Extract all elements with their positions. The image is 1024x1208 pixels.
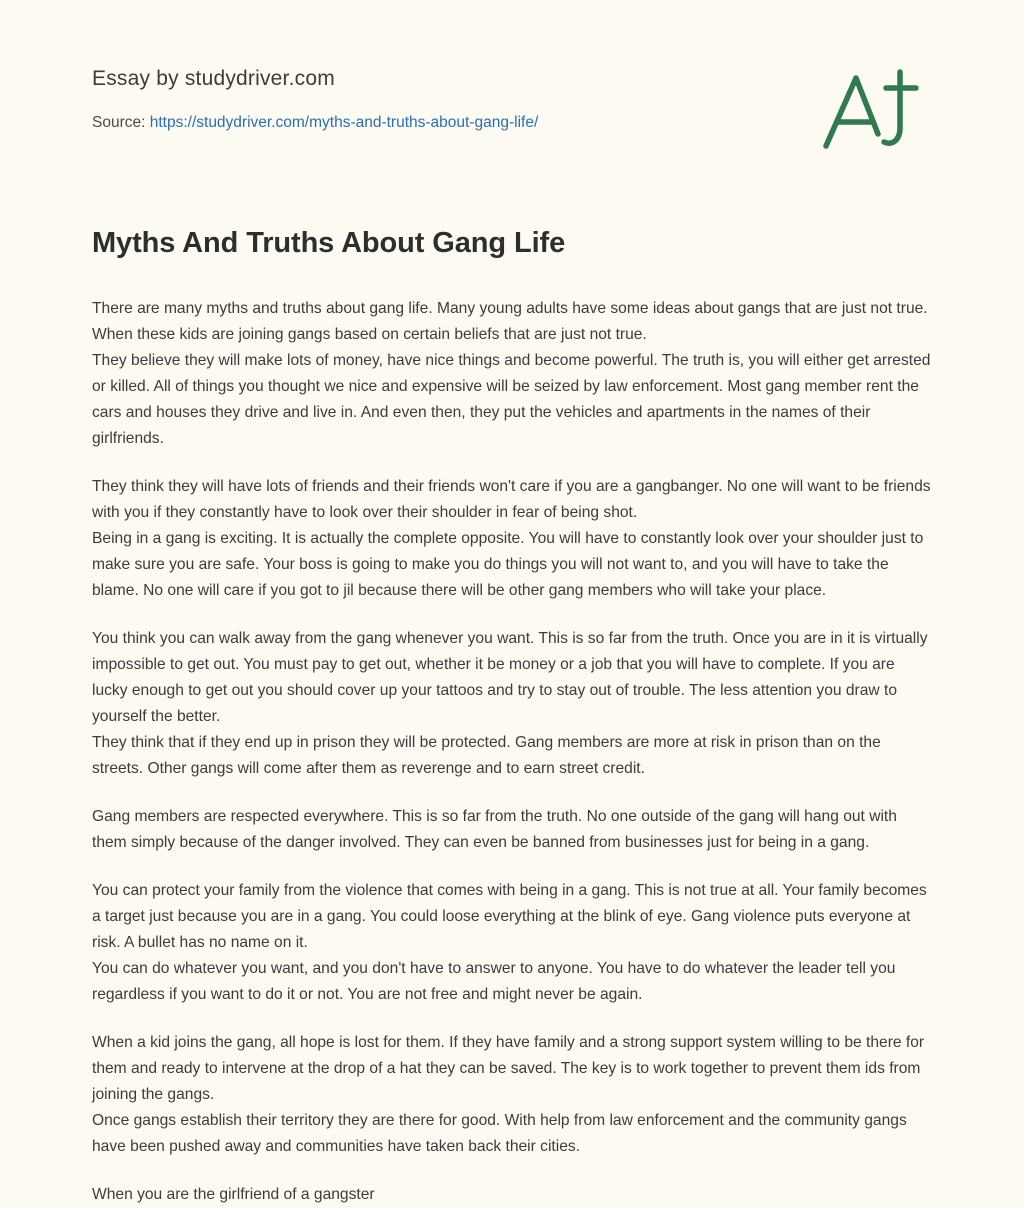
- body-paragraph: When you are the girlfriend of a gangster: [92, 1185, 375, 1203]
- body-paragraph: When a kid joins the gang, all hope is lost for them. If they have family and a strong support system willing to be there for them and ready to intervene at the drop of a hat they can be saved. The key is to work together to prevent them ids from joining the gangs.: [92, 1033, 925, 1103]
- body-paragraph: Once gangs establish their territory they are there for good. With help from law enforcement and the community gangs have been pushed away and communities have taken back their cities.: [92, 1111, 907, 1155]
- body-paragraph: There are many myths and truths about gang life. Many young adults have some ideas about gangs that are just not true. When these kids are joining gangs based on certain beliefs that are just not true.: [92, 299, 928, 343]
- essay-byline: [92, 66, 932, 91]
- studydriver-a-logo-icon: [816, 62, 928, 158]
- body-paragraph: They believe they will make lots of money, have nice things and become powerful. The truth is, you will either get arrested or killed. All of things you thought we nice and expensive will be seized by law enforcement. Most gang member rent the cars and houses they drive and live in. And even then, they put the vehicles and apartments in the names of their girlfriends.: [92, 351, 931, 447]
- body-paragraph: They think they will have lots of friends and their friends won't care if you are a gangbanger. No one will want to be friends with you if they constantly have to look over their shoulder in fear of being shot.: [92, 477, 931, 521]
- document-body: [0, 296, 1024, 1208]
- body-paragraph: They think that if they end up in prison they will be protected. Gang members are more at risk in prison than on the streets. Other gangs will come after them as reverenge and to earn street credit.: [92, 733, 881, 777]
- essay-by-site: studydriver.com: [184, 67, 335, 90]
- source-url-link[interactable]: https://studydriver.com/myths-and-truths-about-gang-life/: [149, 114, 539, 132]
- body-paragraph: You can do whatever you want, and you don't have to answer to anyone. You have to do whatever the leader tell you regardless if you want to do it or not. You are not free and might never be again.: [92, 959, 896, 1003]
- source-label: Source:: [92, 114, 150, 132]
- page-title: Myths And Truths About Gang Life: [92, 227, 566, 260]
- source-line: [92, 113, 932, 133]
- body-paragraph: You can protect your family from the violence that comes with being in a gang. This is not true at all. Your family becomes a target just because you are in a gang. You could loose everything at the blink of eye. Gang violence puts everyone at risk. A bullet has no name on it.: [92, 881, 927, 951]
- document-header: [0, 0, 1024, 133]
- essay-by-prefix: Essay by: [92, 67, 185, 90]
- body-paragraph: You think you can walk away from the gang whenever you want. This is so far from the truth. Once you are in it is virtually impossible to get out. You must pay to get out, whether it be money or a job that you will have to complete. If you are lucky enough to get out you should cover up your tattoos and try to stay out of trouble. The less attention you draw to yourself the better.: [92, 629, 928, 725]
- body-paragraph: Being in a gang is exciting. It is actually the complete opposite. You will have to constantly look over your shoulder just to make sure you are safe. Your boss is going to make you do things you will not want to, and you will have to take the blame. No one will care if you got to jil because there will be other gang members who will take your place.: [92, 529, 924, 599]
- body-paragraph: Gang members are respected everywhere. This is so far from the truth. No one outside of the gang will hang out with them simply because of the danger involved. They can even be banned from businesses just for being in a gang.: [92, 807, 897, 851]
